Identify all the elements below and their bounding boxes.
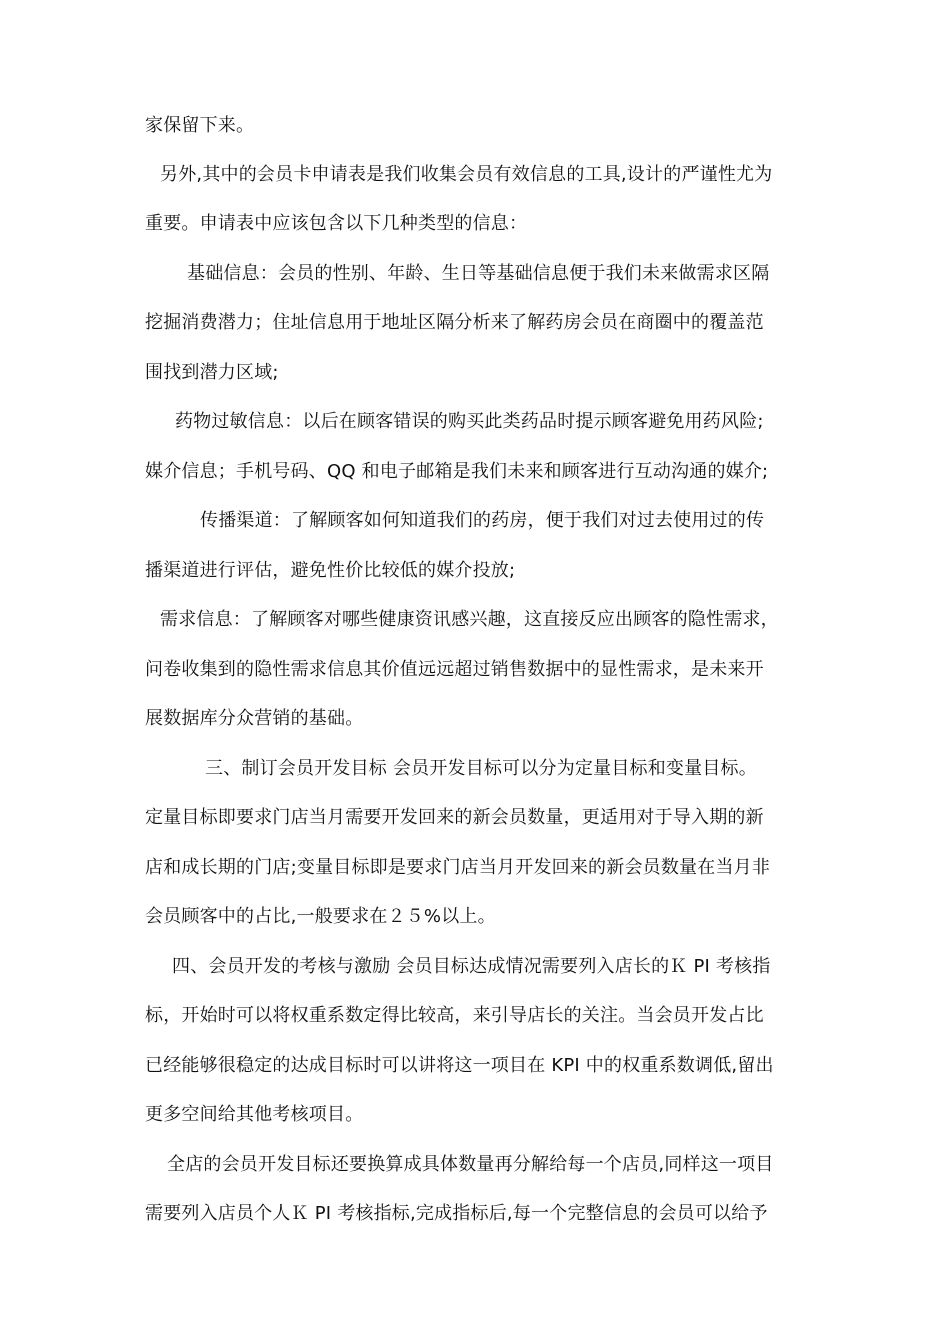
- text-line: 店和成长期的门店;变量目标即是要求门店当月开发回来的新会员数量在当月非: [145, 857, 771, 878]
- text-line: 问卷收集到的隐性需求信息其价值远远超过销售数据中的显性需求，是未来开: [145, 659, 764, 680]
- text-line: 药物过敏信息：以后在顾客错误的购买此类药品时提示顾客避免用药风险;: [175, 411, 764, 432]
- text-line: 会员顾客中的占比,一般要求在２５%以上。: [145, 906, 496, 927]
- text-line: 全店的会员开发目标还要换算成具体数量再分解给每一个店员,同样这一项目: [167, 1154, 774, 1175]
- text-line: 挖掘消费潜力；住址信息用于地址区隔分析来了解药房会员在商圈中的覆盖范: [145, 312, 764, 333]
- text-line: 另外,其中的会员卡申请表是我们收集会员有效信息的工具,设计的严谨性尤为: [160, 164, 773, 185]
- text-line: 四、会员开发的考核与激励 会员目标达成情况需要列入店长的Ｋ PI 考核指: [172, 956, 771, 977]
- text-line: 更多空间给其他考核项目。: [145, 1104, 364, 1125]
- text-line: 媒介信息；手机号码、QQ 和电子邮箱是我们未来和顾客进行互动沟通的媒介;: [145, 461, 769, 482]
- text-line: 需求信息：了解顾客对哪些健康资讯感兴趣，这直接反应出顾客的隐性需求，: [160, 609, 779, 630]
- text-line: 传播渠道：了解顾客如何知道我们的药房，便于我们对过去使用过的传: [200, 510, 765, 531]
- text-line: 展数据库分众营销的基础。: [145, 708, 364, 729]
- text-line: 家保留下来。: [145, 115, 255, 136]
- text-line: 围找到潜力区域;: [145, 362, 279, 383]
- text-line: 标，开始时可以将权重系数定得比较高，来引导店长的关注。当会员开发占比: [145, 1005, 764, 1026]
- text-line: 基础信息：会员的性别、年龄、生日等基础信息便于我们未来做需求区隔: [187, 263, 770, 284]
- text-line: 需要列入店员个人Ｋ PI 考核指标,完成指标后,每一个完整信息的会员可以给予: [145, 1203, 768, 1224]
- text-line: 定量目标即要求门店当月需要开发回来的新会员数量，更适用对于导入期的新: [145, 807, 764, 828]
- text-line: 播渠道进行评估，避免性价比较低的媒介投放;: [145, 560, 516, 581]
- text-line: 已经能够很稳定的达成目标时可以讲将这一项目在 KPI 中的权重系数调低,留出: [145, 1055, 774, 1076]
- text-line: 三、制订会员开发目标 会员开发目标可以分为定量目标和变量目标。: [205, 758, 757, 779]
- text-line: 重要。申请表中应该包含以下几种类型的信息：: [145, 213, 528, 234]
